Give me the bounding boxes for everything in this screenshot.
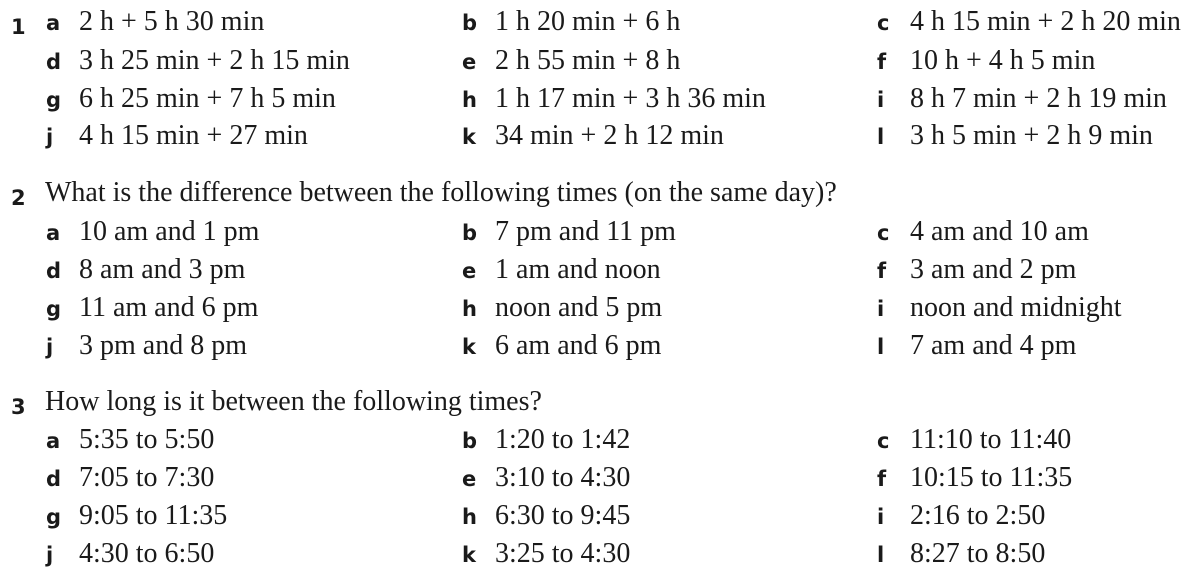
item-label: j bbox=[46, 543, 54, 567]
item-label: c bbox=[877, 221, 890, 245]
item-label: e bbox=[462, 467, 477, 491]
item-label: f bbox=[877, 50, 887, 74]
item-text: noon and 5 pm bbox=[495, 292, 663, 323]
item-text: 8:27 to 8:50 bbox=[910, 538, 1046, 569]
item-text: 1:20 to 1:42 bbox=[495, 424, 631, 455]
item-label: k bbox=[462, 125, 476, 149]
item-label: c bbox=[877, 11, 890, 35]
item-label: l bbox=[877, 125, 885, 149]
item-label: b bbox=[462, 221, 478, 245]
exercise-row bbox=[0, 500, 1200, 538]
item-text: noon and midnight bbox=[910, 292, 1122, 323]
item-text: 6 h 25 min + 7 h 5 min bbox=[79, 83, 336, 114]
item-label: d bbox=[46, 467, 62, 491]
item-label: k bbox=[462, 335, 476, 359]
exercise-row bbox=[0, 254, 1200, 292]
item-label: g bbox=[46, 88, 62, 112]
item-label: a bbox=[46, 429, 61, 453]
exercise-number: 2 bbox=[11, 186, 26, 210]
item-label: d bbox=[46, 259, 62, 283]
item-text: 10 h + 4 h 5 min bbox=[910, 45, 1096, 76]
exercise-row bbox=[0, 45, 1200, 83]
exercise-row bbox=[0, 462, 1200, 500]
item-text: 11 am and 6 pm bbox=[79, 292, 259, 323]
exercise-number: 3 bbox=[11, 395, 26, 419]
item-text: 1 h 20 min + 6 h bbox=[495, 6, 681, 37]
item-text: 7 pm and 11 pm bbox=[495, 216, 676, 247]
item-text: 4 am and 10 am bbox=[910, 216, 1089, 247]
item-label: e bbox=[462, 259, 477, 283]
item-text: 9:05 to 11:35 bbox=[79, 500, 228, 531]
item-text: 1 am and noon bbox=[495, 254, 661, 285]
item-text: 2 h + 5 h 30 min bbox=[79, 6, 265, 37]
item-label: j bbox=[46, 335, 54, 359]
item-label: i bbox=[877, 297, 885, 321]
item-text: 34 min + 2 h 12 min bbox=[495, 120, 724, 151]
item-label: l bbox=[877, 335, 885, 359]
item-label: g bbox=[46, 505, 62, 529]
item-label: c bbox=[877, 429, 890, 453]
exercise-row bbox=[0, 6, 1200, 44]
item-label: d bbox=[46, 50, 62, 74]
item-label: i bbox=[877, 88, 885, 112]
item-label: l bbox=[877, 543, 885, 567]
exercise-row bbox=[0, 120, 1200, 158]
item-text: 6 am and 6 pm bbox=[495, 330, 662, 361]
item-label: g bbox=[46, 297, 62, 321]
item-text: 4 h 15 min + 2 h 20 min bbox=[910, 6, 1181, 37]
exercise-number: 1 bbox=[11, 15, 26, 39]
item-text: 8 h 7 min + 2 h 19 min bbox=[910, 83, 1167, 114]
item-text: 3 h 5 min + 2 h 9 min bbox=[910, 120, 1153, 151]
exercise-row bbox=[0, 538, 1200, 576]
item-label: h bbox=[462, 88, 477, 112]
item-text: 7:05 to 7:30 bbox=[79, 462, 215, 493]
exercise-row bbox=[0, 83, 1200, 121]
item-text: 4 h 15 min + 27 min bbox=[79, 120, 308, 151]
item-label: h bbox=[462, 505, 477, 529]
item-text: 4:30 to 6:50 bbox=[79, 538, 215, 569]
item-text: 8 am and 3 pm bbox=[79, 254, 246, 285]
item-label: a bbox=[46, 11, 61, 35]
item-label: f bbox=[877, 259, 887, 283]
item-text: 2 h 55 min + 8 h bbox=[495, 45, 681, 76]
exercise-row bbox=[0, 292, 1200, 330]
item-label: b bbox=[462, 11, 478, 35]
item-text: 1 h 17 min + 3 h 36 min bbox=[495, 83, 766, 114]
item-label: e bbox=[462, 50, 477, 74]
item-text: 10:15 to 11:35 bbox=[910, 462, 1073, 493]
item-text: 3:10 to 4:30 bbox=[495, 462, 631, 493]
item-label: b bbox=[462, 429, 478, 453]
item-label: h bbox=[462, 297, 477, 321]
item-text: 3 am and 2 pm bbox=[910, 254, 1077, 285]
item-text: 10 am and 1 pm bbox=[79, 216, 260, 247]
item-label: a bbox=[46, 221, 61, 245]
item-text: 3:25 to 4:30 bbox=[495, 538, 631, 569]
item-text: 3 h 25 min + 2 h 15 min bbox=[79, 45, 350, 76]
item-label: f bbox=[877, 467, 887, 491]
exercise-row bbox=[0, 424, 1200, 462]
item-text: 7 am and 4 pm bbox=[910, 330, 1077, 361]
item-text: 3 pm and 8 pm bbox=[79, 330, 247, 361]
exercise-row bbox=[0, 216, 1200, 254]
item-label: j bbox=[46, 125, 54, 149]
item-text: 2:16 to 2:50 bbox=[910, 500, 1046, 531]
item-label: k bbox=[462, 543, 476, 567]
item-text: 5:35 to 5:50 bbox=[79, 424, 215, 455]
exercise-row bbox=[0, 330, 1200, 368]
item-label: i bbox=[877, 505, 885, 529]
item-text: 11:10 to 11:40 bbox=[910, 424, 1072, 455]
exercise-question: What is the difference between the following times (on the same day)? bbox=[45, 177, 837, 208]
exercise-question: How long is it between the following times? bbox=[45, 386, 542, 417]
item-text: 6:30 to 9:45 bbox=[495, 500, 631, 531]
